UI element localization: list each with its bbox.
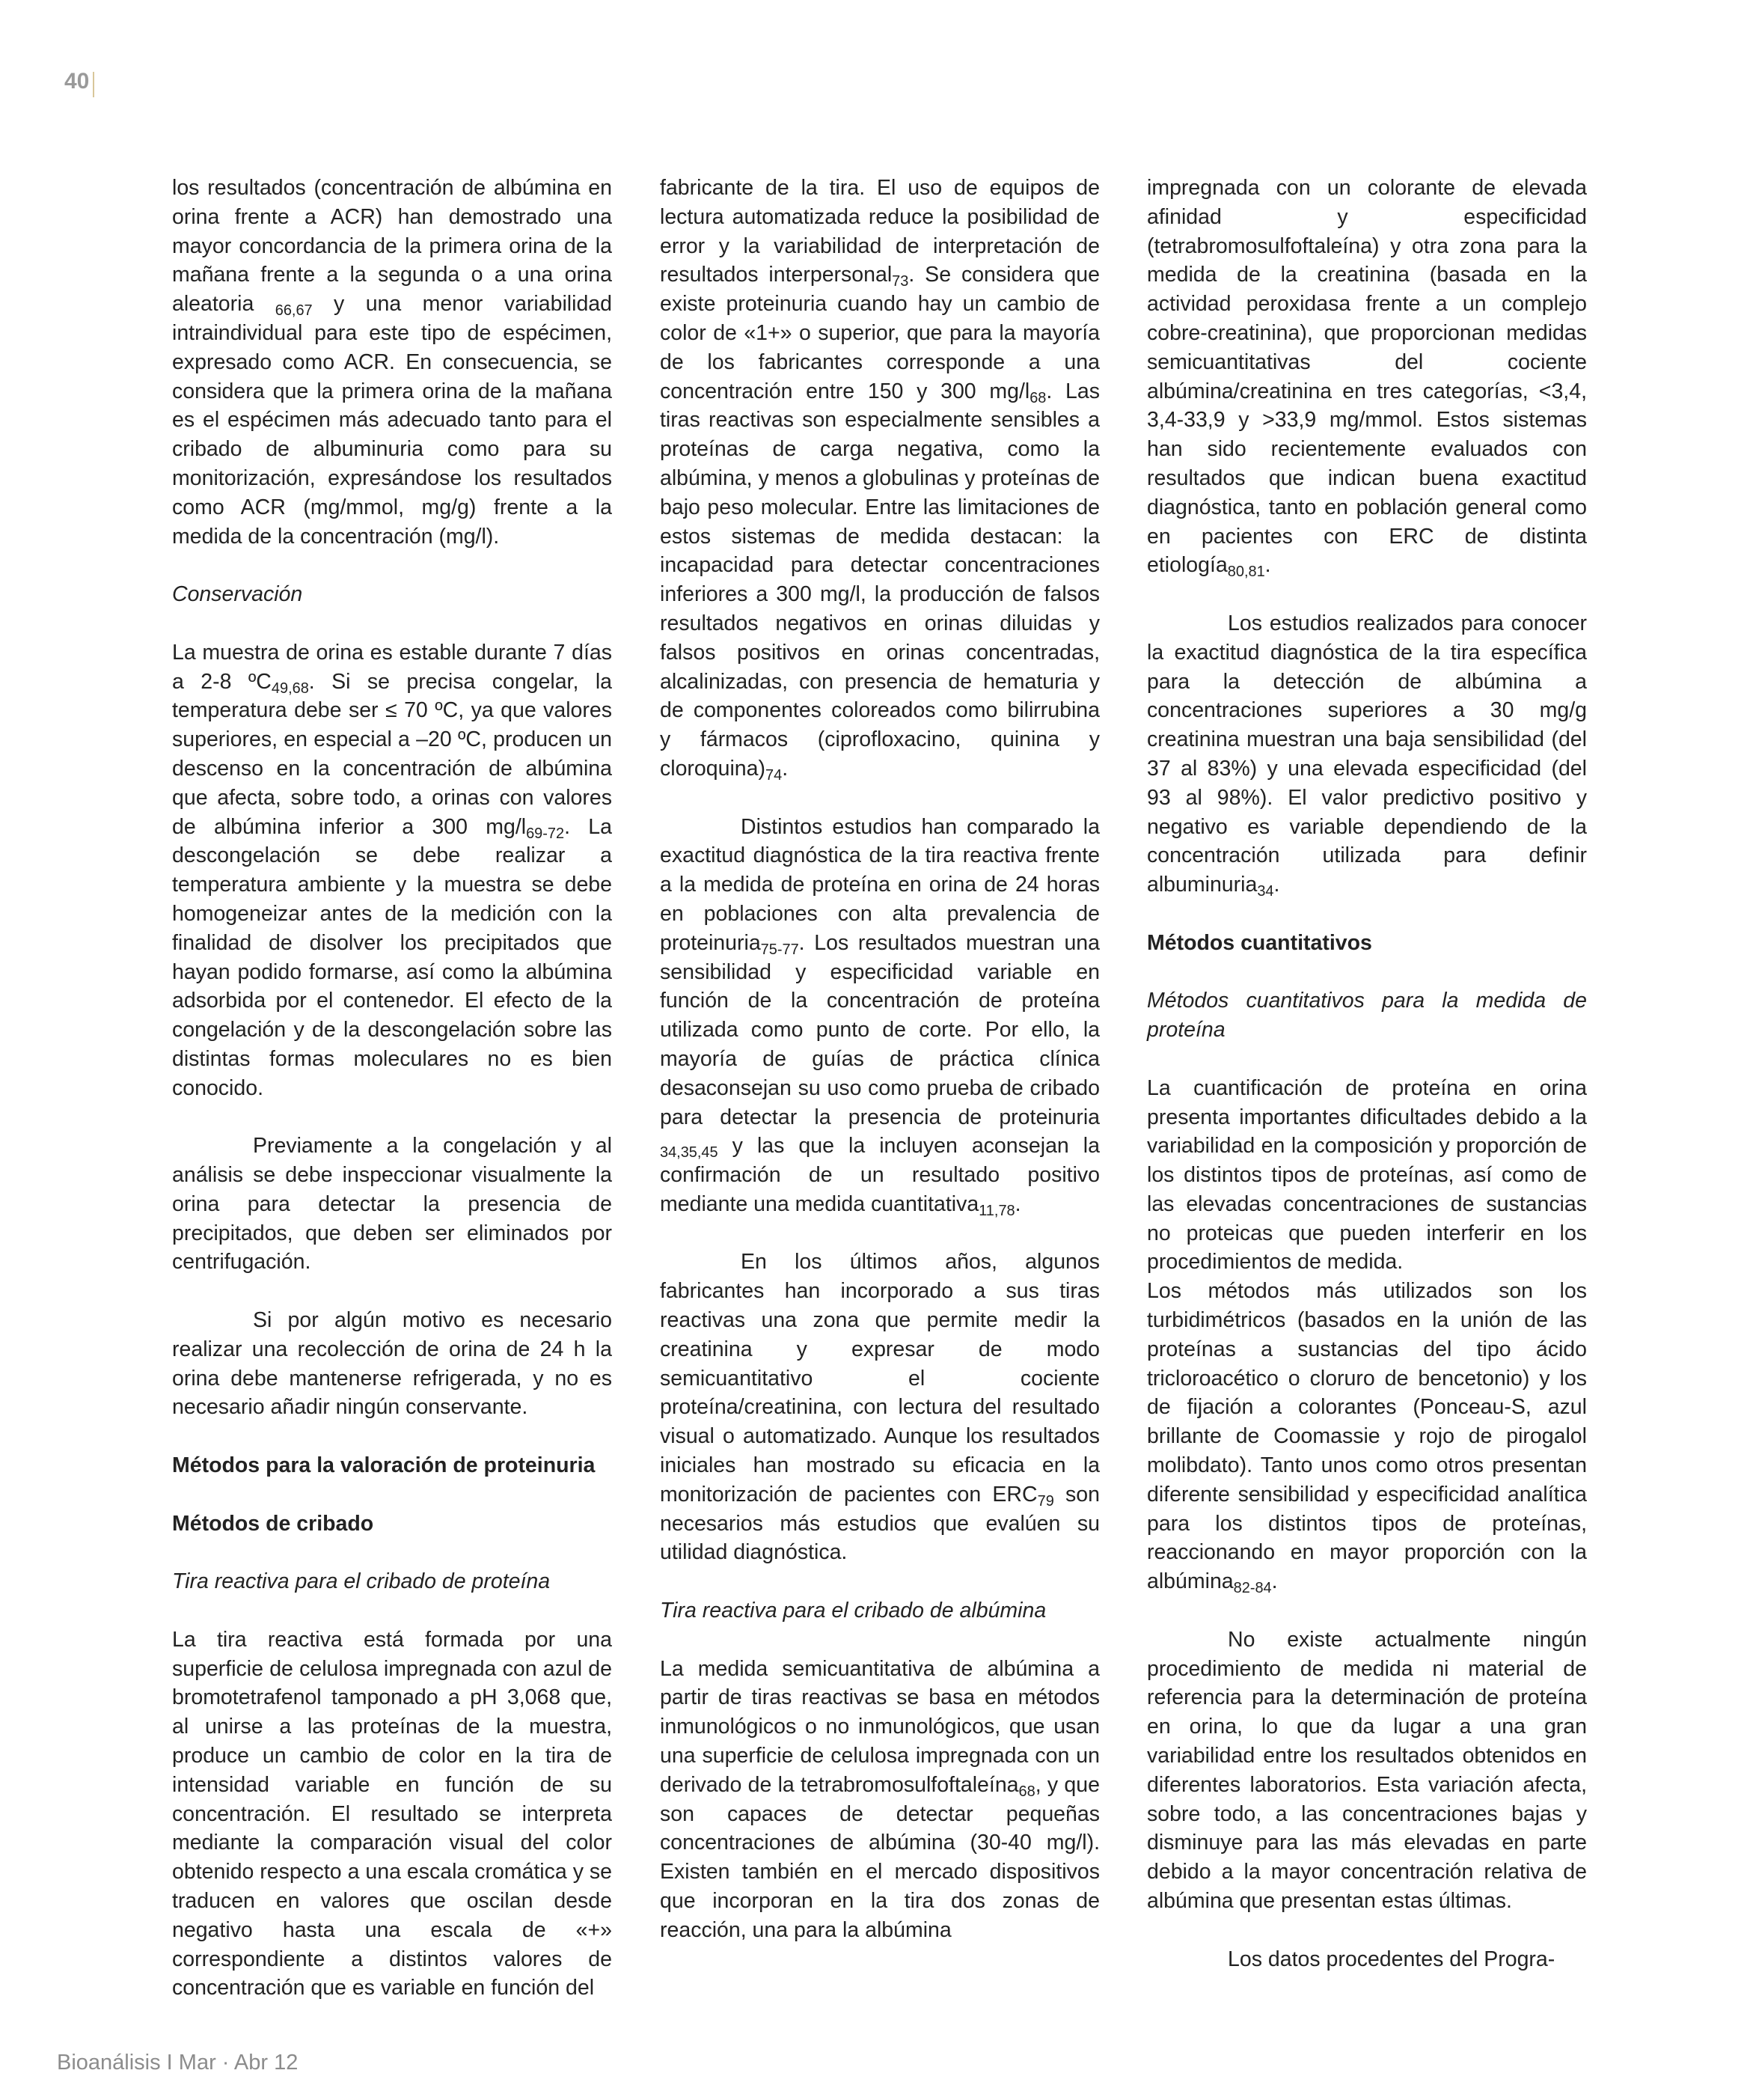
paragraph: No existe actualmente ningún procedimiento de medida ni material de referencia para la determinación de proteína en orina, lo que da lugar a una gran variabilidad entre los resultados obtenidos en diferentes laboratorios. Esta variación afecta, sobre todo, a las concentraciones bajas y disminuye para las más elevadas en parte debido a la mayor concentración relativa de albúmina que presentan estas últimas. [1147,1627,1587,1914]
section-heading-bold: Métodos para la valoración de proteinuria [172,1453,596,1478]
page-number: 40 [64,69,90,94]
paragraph: fabricante de la tira. El uso de equipos de lectura automatizada reduce la posibilidad de error y la variabilidad de interpretación de resultados interpersonal$_{73}$. Se considera que existe proteinuria cuando hay un cambio de color de «1+» o superior, que para la mayoría de los fabricantes corresponde a una concentración entre 150 y 300 $mg/l_{68}$. Las tiras reactivas son especialmente sensibles a proteínas de carga negativa, como la albúmina, y menos a globulinas y proteínas de bajo peso molecular. Entre las limitaciones de estos sistemas de medida destacan: la incapacidad para detectar concentraciones inferiores a 300 mg/l, la producción de falsos resultados negativos en orinas diluidas y falsos positivos en orinas concentradas, alcalinizadas, con presencia de hematuria y de componentes coloreados como bilirrubina y fármacos (ciprofloxacino, quinina y $cloroquina)_{74}$. [660,176,1100,784]
footer-publication: Bioanálisis I Mar · Abr 12 [57,2051,299,2075]
paragraph: Los estudios realizados para conocer la exactitud diagnóstica de la tira específica para la detección de albúmina a concentraciones superiores a 30 mg/g creatinina muestran una baja sensibilidad (del 37 al 83%) y una elevada especificidad (del 93 al 98%). El valor predictivo positivo y negativo es variable dependiendo de la concentración utilizada para definir albuminuria$_{34}$. [1147,611,1587,900]
column-1 [172,174,612,2003]
section-heading-italic: Conservación [172,582,303,607]
section-heading-italic: Métodos cuantitativos para la medida de proteína [1147,989,1587,1043]
paragraph: Distintos estudios han comparado la exactitud diagnóstica de la tira reactiva frente a la medida de proteína en orina de 24 horas en poblaciones con alta prevalencia de proteinuria$_{75-77}$. Los resultados muestran una sensibilidad y especificidad variable en función de la concentración de proteína utilizada como punto de corte. Por ello, la mayoría de guías de práctica clínica desaconsejan su uso como prueba de cribado para detectar la presencia de proteinuria $_{34,35,45}$ y las que la incluyen aconsejan la confirmación de un resultado positivo mediante una medida cuantitativa$_{11,78}$. [660,814,1100,1219]
paragraph: La medida semicuantitativa de albúmina a partir de tiras reactivas se basa en métodos inmunológicos o no inmunológicos, que usan una superficie de celulosa impregnada con un derivado de la tetrabromosulfoftaleína$_{68}$, y que son capaces de detectar pequeñas concentraciones de albúmina (30-40 mg/l). Existen también en el mercado dispositivos que incorporan en la tira dos zonas de reacción, una para la albúmina [660,1656,1100,1942]
paragraph: Los datos procedentes del Progra- [1228,1947,1555,1971]
paragraph: En los últimos años, algunos fabricantes han incorporado a sus tiras reactivas una zona que permite medir la creatinina y expresar de modo semicuantitativo el cociente proteína/creatinina, con lectura del resultado visual o automatizado. Aunque los resultados iniciales han mostrado su eficacia en la monitorización de pacientes con $ERC_{79}$ son necesarios más estudios que evalúen su utilidad diagnóstica. [660,1250,1101,1565]
paragraph: los resultados (concentración de albúmina en orina frente a ACR) han demostrado una mayor concordancia de la primera orina de la mañana frente a la segunda o a una orina aleatoria $_{66,67}$ y una menor variabilidad intraindividual para este tipo de espécimen, expresado como ACR. En consecuencia, se considera que la primera orina de la mañana es el espécimen más adecuado tanto para el cribado de albuminuria como para su monitorización, expresándose los resultados como ACR (mg/mmol, mg/g) frente a la medida de la concentración (mg/l). [172,176,612,549]
section-heading-italic: Tira reactiva para el cribado de proteína [172,1569,551,1594]
paragraph: impregnada con un colorante de elevada afinidad y especificidad (tetrabromosulfoftaleína) y otra zona para la medida de la creatinina (basada en la actividad peroxidasa frente a un complejo cobre-creatinina), que proporcionan medidas semicuantitativas del cociente albúmina/creatinina en tres categorías, <3,4, 3,4-33,9 y >33,9 mg/mmol. Estos sistemas han sido recientemente evaluados con resultados que indican buena exactitud diagnóstica, tanto en población general como en pacientes con ERC de distinta etiología$_{80,81}$. [1147,176,1587,581]
column-3 [1147,174,1587,1974]
paragraph: Los métodos más utilizados son los turbidimétricos (basados en la unión de las proteínas a sustancias del tipo ácido tricloroacético o cloruro de bencetonio) y los de fijación a colorantes (Ponceau-S, azul brillante de Coomassie y rojo de pirogalol molibdato). Tanto unos como otros presentan diferente sensibilidad y especificidad analítica para los distintos tipos de proteínas, reaccionando en mayor proporción con la albúmina$_{82-84}$. [1147,1279,1587,1597]
section-heading-italic: Tira reactiva para el cribado de albúmina [660,1599,1047,1623]
page-number-rule [93,72,94,97]
paragraph: Previamente a la congelación y al análisis se debe inspeccionar visualmente la orina para detectar la presencia de precipitados, que deben ser eliminados por centrifugación. [172,1134,612,1275]
paragraph: Si por algún motivo es necesario realizar una recolección de orina de 24 h la orina debe mantenerse refrigerada, y no es necesario añadir ningún conservante. [172,1308,612,1420]
paragraph: La tira reactiva está formada por una superficie de celulosa impregnada con azul de bromotetrafenol tamponado a pH 3,068 que, al unirse a las proteínas de la muestra, produce un cambio de color en la tira de intensidad variable en función de su concentración. El resultado se interpreta mediante la comparación visual del color obtenido respecto a una escala cromática y se traducen en valores que oscilan desde negativo hasta una escala de «+» correspondiente a distintos valores de concentración que es variable en función del [172,1627,612,2000]
paragraph: La cuantificación de proteína en orina presenta importantes dificultades debido a la variabilidad en la composición y proporción de los distintos tipos de proteínas, así como de las elevadas concentraciones de sustancias no proteicas que pueden interferir en los procedimientos de medida. [1147,1075,1587,1275]
paragraph: La muestra de orina es estable durante 7 días a 2-8 ºC$_{49,68}$. Si se precisa congelar, la temperatura debe ser ≤ 70 ºC, ya que valores superiores, en especial a –20 ºC, producen un descenso en la concentración de albúmina que afecta, sobre todo, a orinas con valores de albúmina inferior a 300 $mg/l_{69-72}$. La descongelación se debe realizar a temperatura ambiente y la muestra se debe homogeneizar antes de la medición con la finalidad de disolver los precipitados que hayan podido formarse, así como la albúmina adsorbida por el contenedor. El efecto de la congelación y de la descongelación sobre las distintas formas moleculares no es bien conocido. [172,640,612,1100]
column-2 [660,174,1100,1945]
section-heading-bold: Métodos de cribado [172,1511,374,1536]
section-heading-bold: Métodos cuantitativos [1147,930,1372,955]
